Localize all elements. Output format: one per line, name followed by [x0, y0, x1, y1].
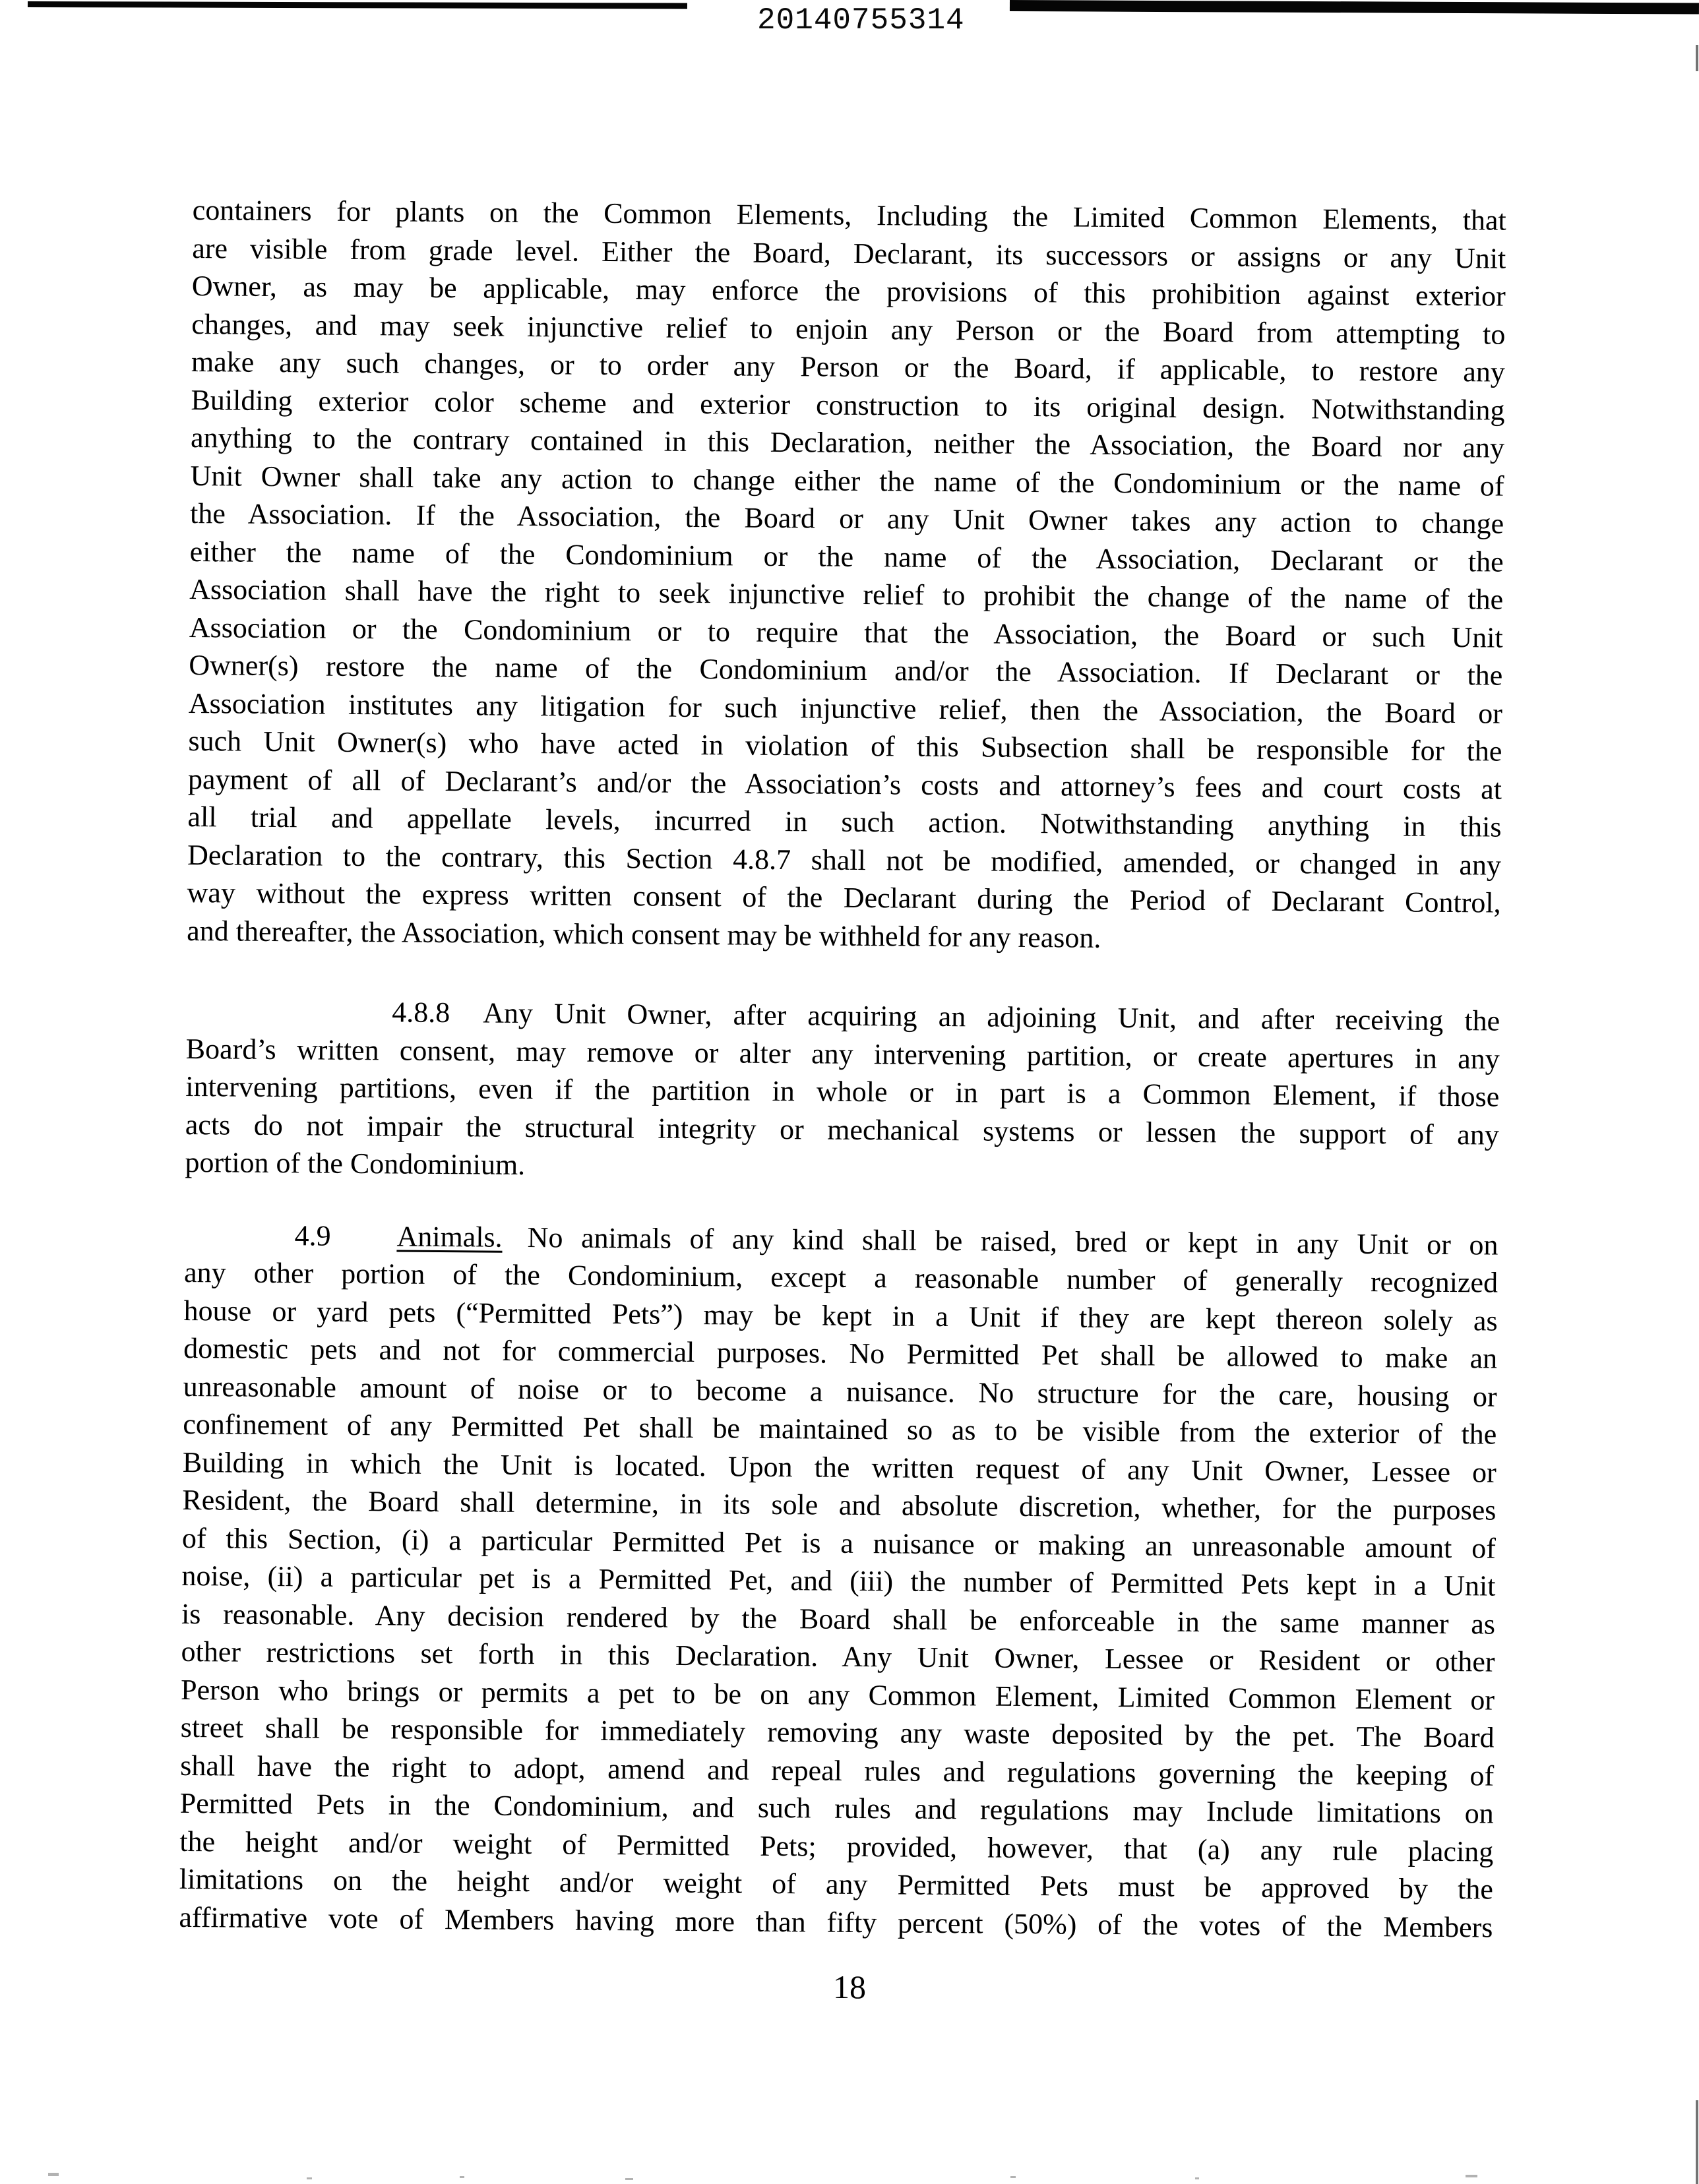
- text-line: Permitted Pets in the Condominium, and such rules and regulations may Include limitations on: [179, 1786, 1494, 1830]
- scan-artifact: [460, 2176, 464, 2178]
- paragraph-4-8-8: [185, 992, 1500, 1192]
- text-line: other restrictions set forth in this Declaration. Any Unit Owner, Lessee or Resident or other: [181, 1635, 1495, 1678]
- text-line: the height and/or weight of Permitted Pets; provided, however, that (a) any rule placing: [179, 1825, 1494, 1868]
- text-line: any other portion of the Condominium, except a reasonable number of generally recognized: [183, 1256, 1498, 1299]
- text-line: Board’s written consent, may remove or alter any intervening partition, or create apertures in any: [185, 1032, 1500, 1076]
- text-line: changes, and may seek injunctive relief to enjoin any Person or the Board from attempting to: [191, 307, 1506, 351]
- text-line: the Association. If the Association, the Board or any Unit Owner takes any action to change: [189, 497, 1504, 540]
- document-number: 20140755314: [757, 3, 965, 38]
- scan-artifact: [1195, 2177, 1199, 2179]
- scan-redaction-bar-right: [1010, 0, 1699, 15]
- tab-spacer: [330, 1245, 396, 1246]
- text-line: shall have the right to adopt, amend and repeal rules and regulations governing the keeping of: [180, 1749, 1495, 1792]
- section-number: 4.9: [294, 1219, 331, 1252]
- text-line: street shall be responsible for immediately removing any waste deposited by the pet. The Board: [180, 1711, 1495, 1754]
- text-line: make any such changes, or to order any Person or the Board, if applicable, to restore any: [191, 345, 1506, 388]
- text-line: Owner(s) restore the name of the Condominium and/or the Association. If Declarant or the: [189, 648, 1503, 692]
- text-line: Association shall have the right to seek injunctive relief to prohibit the change of the name of the: [189, 572, 1504, 616]
- text-line: Owner, as may be applicable, may enforce the provisions of this prohibition against exterior: [191, 269, 1506, 313]
- text-line: such Unit Owner(s) who have acted in violation of this Subsection shall be responsible for the: [188, 724, 1502, 768]
- text-line: house or yard pets (“Permitted Pets”) may be kept in a Unit if they are kept thereon solely as: [183, 1294, 1498, 1337]
- paragraph-4-9-animals: [179, 1215, 1498, 1946]
- scan-artifact: [625, 2178, 633, 2180]
- text-line: limitations on the height and/or weight of any Permitted Pets must be approved by the: [179, 1862, 1494, 1906]
- text-line: way without the express written consent of the Declarant during the Period of Declarant Control,: [187, 876, 1501, 919]
- text-line: all trial and appellate levels, incurred in such action. Notwithstanding anything in this: [187, 800, 1502, 843]
- page-number: 18: [833, 1968, 866, 2005]
- scan-artifact: [1466, 2175, 1477, 2177]
- text-line: Person who brings or permits a pet to be on any Common Element, Limited Common Element or: [180, 1673, 1495, 1716]
- text-line: Association institutes any litigation for such injunctive relief, then the Association, the Board or: [188, 686, 1503, 730]
- text-line: affirmative vote of Members having more than fifty percent (50%) of the votes of the Members: [179, 1900, 1493, 1944]
- scan-artifact: [48, 2173, 59, 2176]
- text-line: containers for plants on the Common Elements, Including the Limited Common Elements, that: [192, 193, 1506, 237]
- text-line: is reasonable. Any decision rendered by the Board shall be enforceable in the same manner as: [181, 1597, 1496, 1641]
- text-line: intervening partitions, even if the partition in whole or in part is a Common Element, if those: [185, 1070, 1500, 1113]
- text-line: either the name of the Condominium or the name of the Association, Declarant or the: [189, 535, 1504, 578]
- scan-artifact: [307, 2177, 312, 2179]
- scan-redaction-bar-left: [28, 1, 687, 9]
- text-line: domestic pets and not for commercial purposes. No Permitted Pet shall be allowed to make an: [183, 1331, 1498, 1375]
- section-number: 4.8.8: [392, 996, 450, 1029]
- text-line: acts do not impair the structural integrity or mechanical systems or lessen the support of any: [185, 1108, 1500, 1151]
- text-line: and thereafter, the Association, which consent may be withheld for any reason.: [187, 914, 1101, 954]
- indent-spacer: [186, 1020, 392, 1021]
- scan-artifact: [1696, 45, 1698, 71]
- text-line: Building exterior color scheme and exterior construction to its original design. Notwithstanding: [191, 383, 1505, 427]
- scan-artifact: [1696, 2100, 1698, 2184]
- text-line: confinement of any Permitted Pet shall be maintained so as to be visible from the exterior of the: [183, 1407, 1497, 1451]
- section-heading: Animals.: [396, 1219, 503, 1254]
- text-line: Building in which the Unit is located. Upon the written request of any Unit Owner, Lessee or: [182, 1445, 1497, 1489]
- text-line: Declaration to the contrary, this Section 4.8.7 shall not be modified, amended, or changed in any: [187, 838, 1502, 882]
- scan-artifact: [1010, 2176, 1016, 2178]
- text-line: Resident, the Board shall determine, in its sole and absolute discretion, whether, for the purposes: [182, 1483, 1497, 1527]
- paragraph-4-8-7-continuation: [187, 191, 1506, 960]
- text-line: noise, (ii) a particular pet is a Permitted Pet, and (iii) the number of Permitted Pets kept in a Unit: [181, 1559, 1496, 1602]
- text-line: portion of the Condominium.: [185, 1145, 526, 1182]
- text-line: of this Section, (i) a particular Permitted Pet is a nuisance or making an unreasonable amount of: [181, 1521, 1497, 1565]
- text-line: payment of all of Declarant’s and/or the Association’s costs and attorney’s fees and court costs at: [187, 762, 1502, 806]
- text-line: are visible from grade level. Either the Board, Declarant, its successors or assigns or any Unit: [192, 231, 1506, 275]
- text-line: Unit Owner shall take any action to change either the name of the Condominium or the name of: [190, 459, 1504, 502]
- text-line: 4.8.8 Any Unit Owner, after acquiring an adjoining Unit, and after receiving the: [186, 992, 1500, 1040]
- document-text: [179, 191, 1506, 1947]
- text-line: 4.9 Animals. No animals of any kind shall be raised, bred or kept in any Unit or on: [184, 1215, 1498, 1263]
- text-line: anything to the contrary contained in this Declaration, neither the Association, the Board nor any: [190, 421, 1505, 464]
- text-line: unreasonable amount of noise or to become a nuisance. No structure for the care, housing or: [183, 1370, 1497, 1413]
- text-line: Association or the Condominium or to require that the Association, the Board or such Unit: [189, 611, 1503, 654]
